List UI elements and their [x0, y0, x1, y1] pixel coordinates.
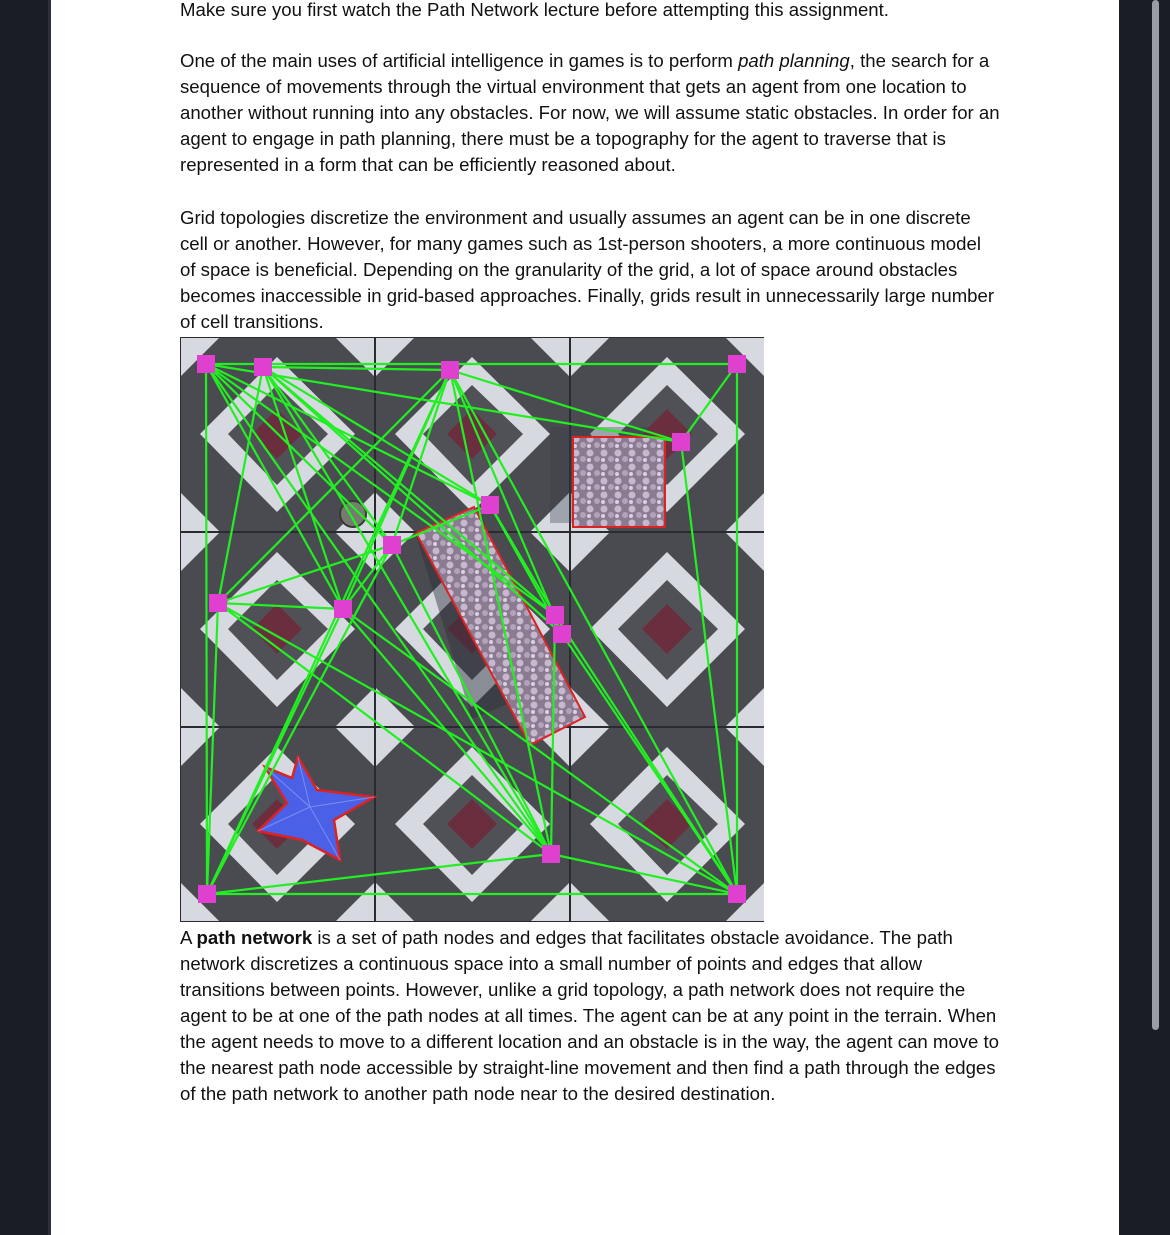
- path-edge: [206, 364, 207, 894]
- scrollbar-track[interactable]: [1120, 0, 1170, 1235]
- intro-line: Make sure you first watch the Path Network lecture before attempting this assignment.: [180, 0, 889, 20]
- grid-topology-paragraph: [180, 205, 1000, 335]
- path-network-term: path network: [196, 927, 313, 948]
- path-node: [553, 625, 571, 643]
- square-obstacle: [573, 437, 665, 527]
- path-node: [441, 361, 459, 379]
- path-node: [334, 600, 352, 618]
- path-network-paragraph: [180, 925, 1000, 1107]
- para1-rest: , the search for a sequence of movements through the virtual environment that gets an agent from one location to another without running into any obstacles. For now, we will assume static obstacles. In order for an agent to engage in path planning, there must be a topography for the agent to traverse that is represented in a form that can be efficiently reasoned about.: [180, 50, 1000, 175]
- path-node: [383, 536, 401, 554]
- para2-text: Grid topologies discretize the environment and usually assumes an agent can be in one discrete cell or another. However, for many games such as 1st-person shooters, a more continuous model of space is beneficial. Depending on the granularity of the grid, a lot of space around obstacles becomes inaccessible in grid-based approaches. Finally, grids result in unnecessarily large number of cell transitions.: [180, 207, 995, 332]
- path-node: [481, 496, 499, 514]
- path-node: [546, 606, 564, 624]
- path-node: [672, 433, 690, 451]
- path-node: [198, 885, 216, 903]
- path-node: [542, 845, 560, 863]
- path-network-figure: [180, 337, 764, 922]
- path-node: [209, 594, 227, 612]
- path-node: [254, 358, 272, 376]
- para1-emphasis: path planning: [738, 50, 850, 71]
- para1-lead: One of the main uses of artificial intelligence in games is to perform: [180, 50, 739, 71]
- path-node: [728, 355, 746, 373]
- para3-rest: is a set of path nodes and edges that facilitates obstacle avoidance. The path network discretizes a continuous space into a small number of points and edges that allow transitions between points. However, unlike a grid topology, a path network does not require the agent to be at one of the path nodes at all times. The agent can be at any point in the terrain. When the agent needs to move to a different location and an obstacle is in the way, the agent can move to the nearest path node accessible by straight-line movement and then find a path through the edges of the path network to another path node near to the desired destination.: [180, 927, 1000, 1104]
- intro-paragraph: [180, 0, 1000, 23]
- path-node: [197, 355, 215, 373]
- para3-lead: A: [180, 927, 197, 948]
- path-network-figure-svg: [180, 337, 764, 922]
- scrollbar-thumb[interactable]: [1152, 0, 1159, 1030]
- path-planning-paragraph: [180, 48, 1000, 178]
- path-node: [728, 885, 746, 903]
